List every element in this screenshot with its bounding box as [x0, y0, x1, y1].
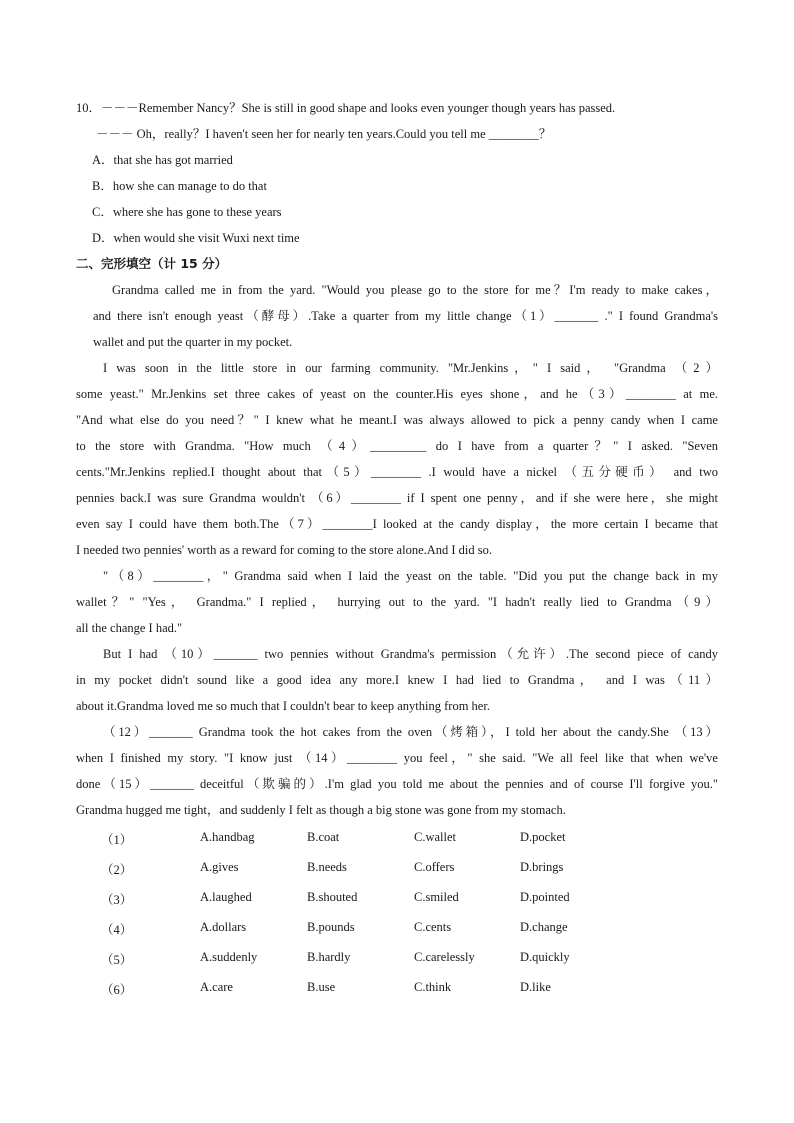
choice-d: D.brings [520, 860, 564, 874]
choice-c: C.carelessly [414, 950, 475, 964]
passage-line: all the change I had." [76, 621, 183, 635]
choice-d: D.pointed [520, 890, 570, 904]
choice-a: A.suddenly [200, 950, 258, 964]
choice-d: D.quickly [520, 950, 570, 964]
choice-a: A.care [200, 980, 233, 994]
choice-number: （4） [101, 923, 133, 937]
choice-c: C.offers [414, 860, 455, 874]
choice-a: A.gives [200, 860, 239, 874]
choice-b: B.use [307, 980, 336, 994]
choice-b: B.needs [307, 860, 347, 874]
choice-b: B.shouted [307, 890, 358, 904]
passage-line: I was soon in the little store in our farming community. "Mr.Jenkins，" I said， "Grandma （2） [103, 361, 718, 375]
choice-number: （5） [101, 953, 133, 967]
choice-d: D.change [520, 920, 568, 934]
q10-reply: －－－ Oh，really？I haven't seen her for nearly ten years.Could you tell me ________？ [96, 127, 552, 141]
passage-line: wallet and put the quarter in my pocket. [93, 335, 293, 349]
passage-line: and there isn't enough yeast（酵母）.Take a quarter from my little change（1）_______ ." I found Grandma's [93, 309, 718, 323]
q10-option-d: D．when would she visit Wuxi next time [92, 231, 300, 245]
choice-d: D.pocket [520, 830, 566, 844]
choice-number: （1） [101, 833, 133, 847]
choice-number: （2） [101, 863, 133, 877]
q10-stem: 10．－－－Remember Nancy？She is still in good shape and looks even younger though years has passed. [76, 101, 616, 115]
passage-line: （12）_______ Grandma took the hot cakes from the oven（烤箱），I told her about the candy.She （13） [103, 725, 718, 739]
section-title: 二、完形填空（计 15 分） [76, 256, 228, 271]
passage-line: wallet？" "Yes， Grandma." I replied， hurrying out to the yard. "I hadn't really lied to Grandma（9） [76, 595, 718, 609]
choice-c: C.smiled [414, 890, 459, 904]
choice-number: （6） [101, 983, 133, 997]
passage-line: "（8）________，" Grandma said when I laid the yeast on the table. "Did you put the change back in my [103, 569, 718, 583]
choice-number: （3） [101, 893, 133, 907]
passage-line: when I finished my story. "I know just （14）________ you feel，" she said. "We all feel like that when we've [76, 751, 718, 765]
choice-b: B.pounds [307, 920, 355, 934]
choice-a: A.laughed [200, 890, 252, 904]
q10-option-c: C．where she has gone to these years [92, 205, 282, 219]
choice-a: A.handbag [200, 830, 255, 844]
choice-a: A.dollars [200, 920, 247, 934]
passage-line: to the store with Grandma. "How much （4）_________ do I have from a quarter？" I asked. "Seven [76, 439, 718, 453]
passage-line: about it.Grandma loved me so much that I couldn't bear to keep anything from her. [76, 699, 490, 713]
choice-c: C.cents [414, 920, 452, 934]
passage-line: done（15）_______ deceitful（欺骗的）.I'm glad you told me about the pennies and of course I'll forgive you." [76, 777, 718, 791]
passage-line: But I had （10）_______ two pennies without Grandma's permission（允许）.The second piece of candy [103, 647, 718, 661]
passage-line: even say I could have them both.The（7）________I looked at the candy display，the more certain I became that [76, 517, 718, 531]
choice-c: C.wallet [414, 830, 457, 844]
choice-d: D.like [520, 980, 551, 994]
passage-line: Grandma called me in from the yard. "Would you please go to the store for me？I'm ready to make cakes， [112, 283, 718, 297]
q10-option-b: B．how she can manage to do that [92, 179, 267, 193]
passage-line: "And what else do you need？" I knew what he meant.I was always allowed to pick a penny candy when I came [76, 413, 718, 427]
passage-line: cents."Mr.Jenkins replied.I thought about that（5）________ .I would have a nickel （五分硬币） and two [76, 465, 718, 479]
choice-b: B.hardly [307, 950, 351, 964]
passage-line: in my pocket didn't sound like a good idea any more.I knew I had lied to Grandma， and I was（11） [76, 673, 718, 687]
q10-option-a: A．that she has got married [92, 153, 233, 167]
passage-line: Grandma hugged me tight，and suddenly I felt as though a big stone was gone from my stomach. [76, 803, 566, 817]
passage-line: some yeast." Mr.Jenkins set three cakes of yeast on the counter.His eyes shone，and he（3）________ at me. [76, 387, 718, 401]
choice-b: B.coat [307, 830, 340, 844]
passage-line: pennies back.I was sure Grandma wouldn't （6）________ if I spent one penny，and if she were here，she might [76, 491, 718, 505]
passage-line: I needed two pennies' worth as a reward for coming to the store alone.And I did so. [76, 543, 493, 557]
choice-c: C.think [414, 980, 452, 994]
